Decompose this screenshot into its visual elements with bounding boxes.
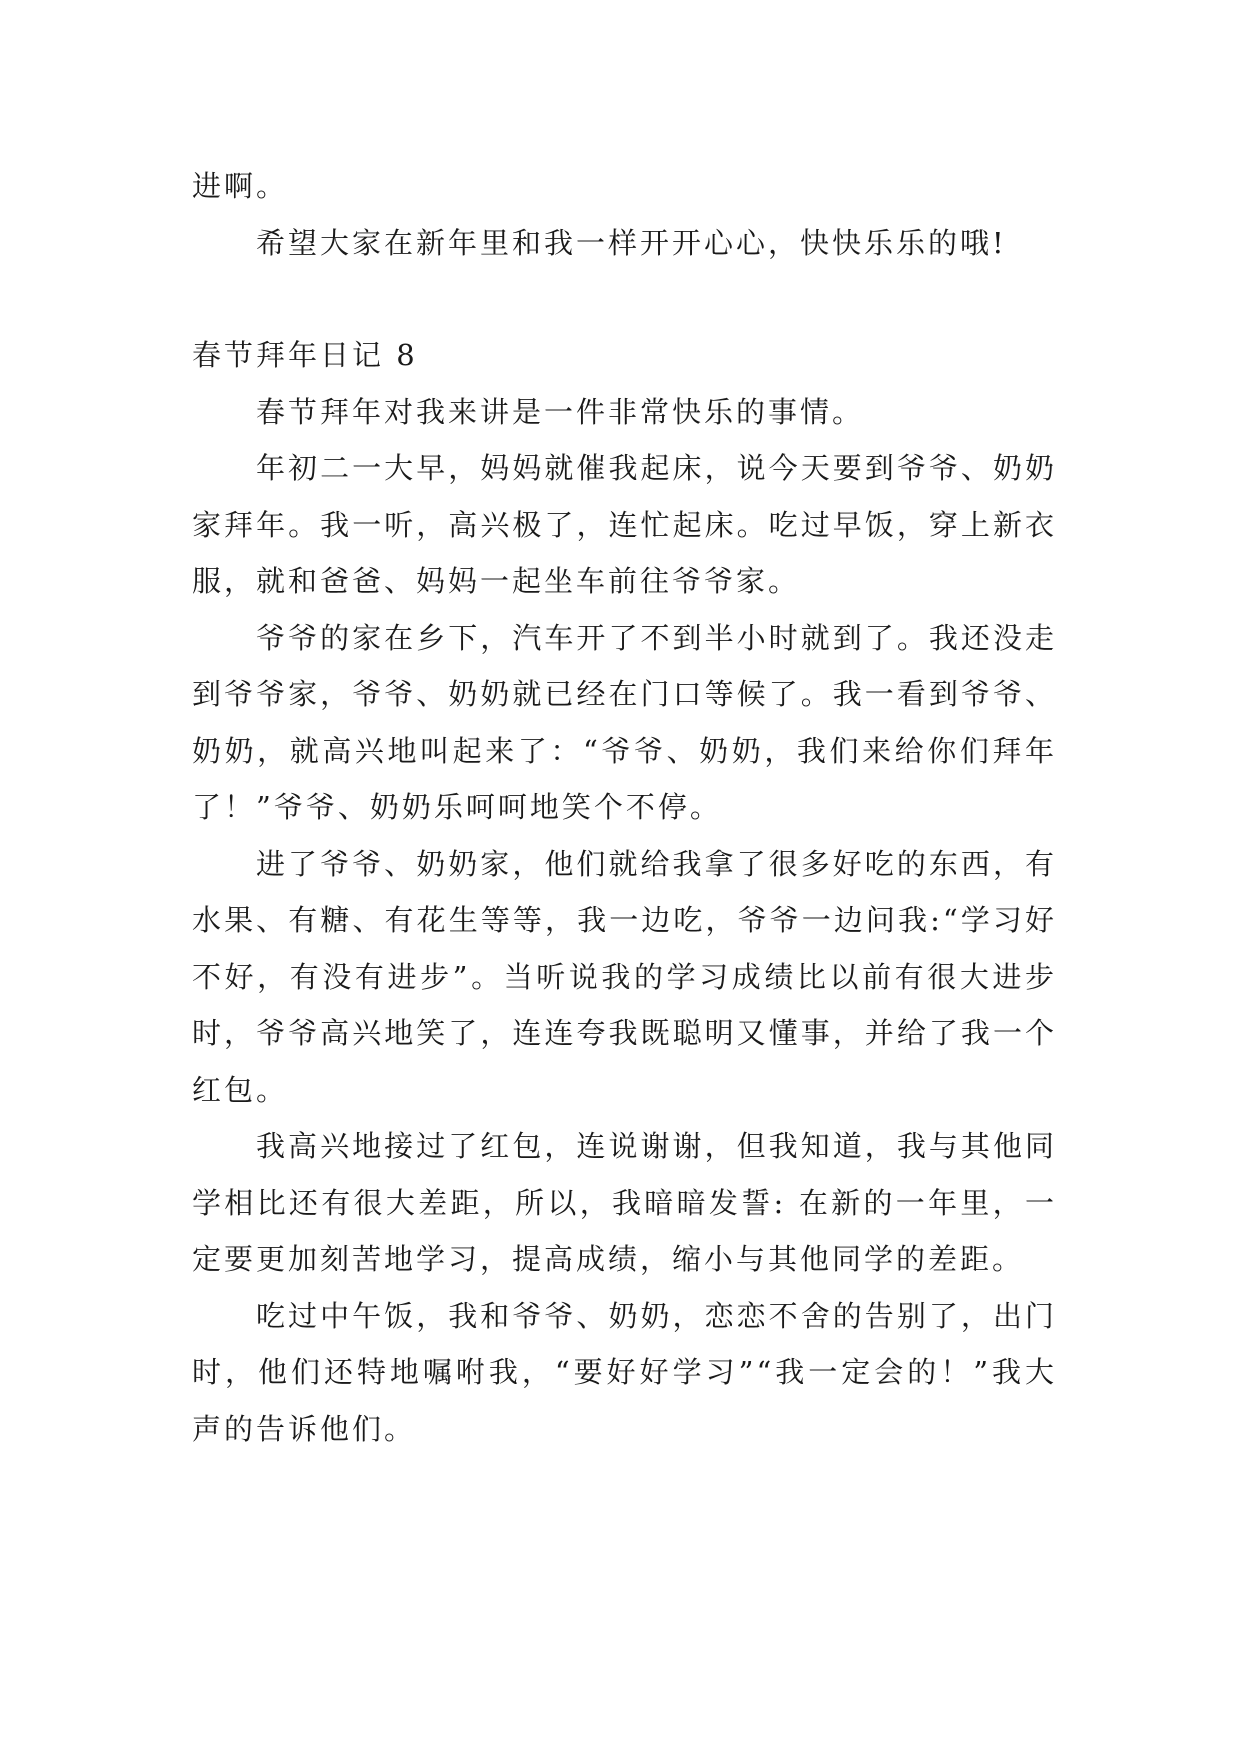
closing-wish: 希望大家在新年里和我一样开开心心，快快乐乐的哦! bbox=[256, 225, 1007, 260]
paragraph-3: 爷爷的家在乡下，汽车开了不到半小时就到了。我还没走到爷爷家，爷爷、奶奶就已经在门口等候了。我一看到爷爷、奶奶，就高兴地叫起来了：“爷爷、奶奶，我们来给你们拜年了！”爷爷、奶奶乐呵呵地笑个不停。 bbox=[192, 620, 1057, 824]
diary-title: 春节拜年日记 8 bbox=[192, 338, 418, 372]
paragraph-6: 吃过中午饭，我和爷爷、奶奶，恋恋不舍的告别了，出门时，他们还特地嘱咐我，“要好好学习”“我一定会的！”我大声的告诉他们。 bbox=[192, 1298, 1057, 1446]
document-body bbox=[192, 158, 1057, 1457]
paragraph-4: 进了爷爷、奶奶家，他们就给我拿了很多好吃的东西，有水果、有糖、有花生等等，我一边吃，爷爷一边问我:“学习好不好，有没有进步”。当听说我的学习成绩比以前有很大进步时，爷爷高兴地笑了，连连夸我既聪明又懂事，并给了我一个红包。 bbox=[192, 846, 1057, 1107]
continued-line: 进啊。 bbox=[192, 169, 289, 203]
section-spacer bbox=[192, 271, 1057, 327]
paragraph-2: 年初二一大早，妈妈就催我起床，说今天要到爷爷、奶奶家拜年。我一听，高兴极了，连忙起床。吃过早饭，穿上新衣服，就和爸爸、妈妈一起坐车前往爷爷家。 bbox=[192, 451, 1057, 598]
paragraph-1: 春节拜年对我来讲是一件非常快乐的事情。 bbox=[256, 394, 865, 429]
paragraph-5: 我高兴地接过了红包，连说谢谢，但我知道，我与其他同学相比还有很大差距，所以，我暗暗发誓: 在新的一年里，一定要更加刻苦地学习，提高成绩，缩小与其他同学的差距。 bbox=[192, 1129, 1057, 1276]
